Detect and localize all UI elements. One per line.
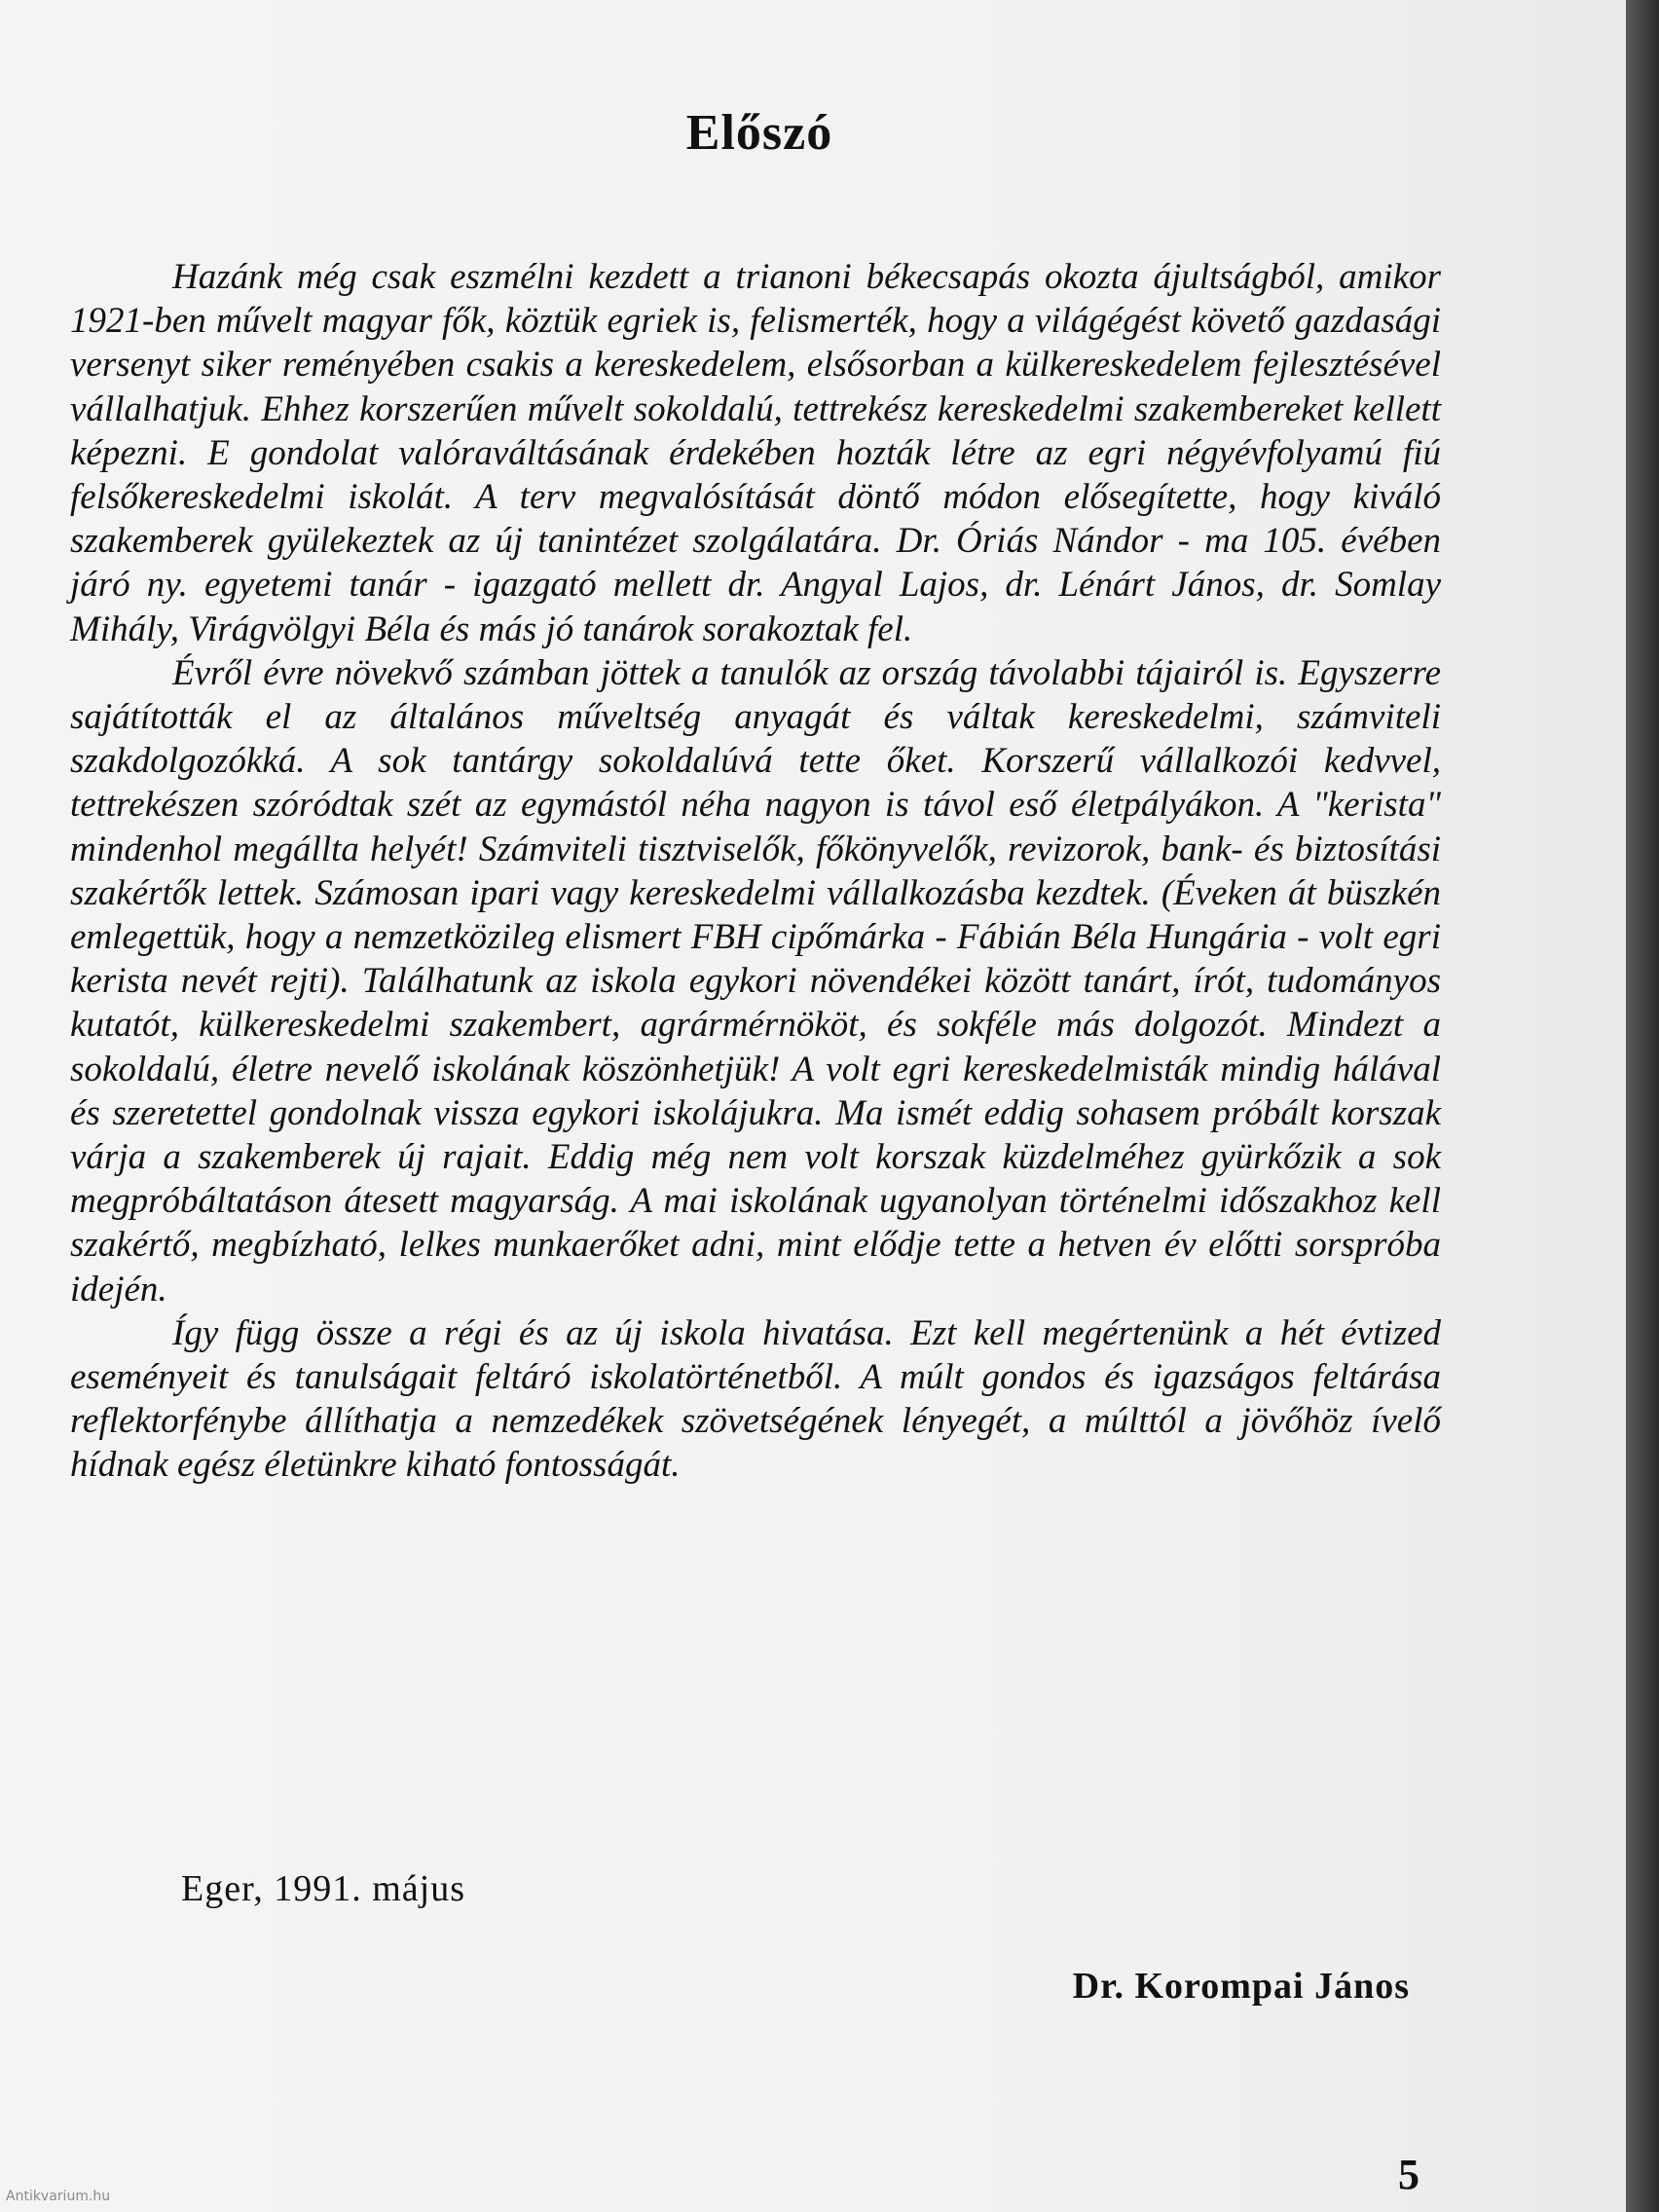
foreword-text [70, 255, 1441, 1488]
paragraph-2: Évről évre növekvő számban jöttek a tanulók az ország távolabbi tájairól is. Egyszerre sajátították el az általános műveltség anyagát és váltak kereskedelmi, számviteli szakdolgozókká. A sok tantárgy sokoldalúvá tette őket. Korszerű vállalkozói kedvvel, tettrekészen szóródtak szét az egymástól néha nagyon is távol eső életpályákon. A "kerista" mindenhol megállta helyét! Számviteli tisztviselők, főkönyvelők, revizorok, bank- és biztosítási szakértők lettek. Számosan ipari vagy kereskedelmi vállalkozásba kezdtek. (Éveken át büszkén emlegettük, hogy a nemzetközileg elismert FBH cipőmárka - Fábián Béla Hungária - volt egri kerista nevét rejti). Találhatunk az iskola egykori növendékei között tanárt, írót, tudományos kutatót, külkereskedelmi szakembert, agrármérnököt, és sokféle más dolgozót. Mindezt a sokoldalú, életre nevelő iskolának köszönhetjük! A volt egri kereskedelmisták mindig hálával és szeretettel gondolnak vissza egykori iskolájukra. Ma ismét eddig sohasem próbált korszak várja a szakemberek új rajait. Eddig még nem volt korszak küzdelméhez gyürkőzik a sok megpróbáltatáson átesett magyarság. A mai iskolának ugyanolyan történelmi időszakhoz kell szakértő, megbízható, lelkes munkaerőket adni, mint elődje tette a hetven év előtti sorspróba idején. [70, 652, 1441, 1309]
page-number: 5 [1398, 2151, 1419, 2198]
page-title: Előszó [685, 104, 833, 161]
place-date: Eger, 1991. május [181, 1868, 465, 1909]
author-signature: Dr. Korompai János [1072, 1966, 1410, 2007]
paragraph-1: Hazánk még csak eszmélni kezdett a trianoni békecsapás okozta ájultságból, amikor 1921-ben művelt magyar fők, köztük egriek is, felismerték, hogy a világégést követő gazdasági versenyt siker reményében csakis a kereskedelem, elsősorban a külkereskedelem fejlesztésével vállalhatjuk. Ehhez korszerűen művelt sokoldalú, tettrekész kereskedelmi szakembereket kellett képezni. E gondolat valóraváltásának érdekében hozták létre az egri négyévfolyamú fiú felsőkereskedelmi iskolát. A terv megvalósítását döntő módon elősegítette, hogy kiváló szakemberek gyülekeztek az új tanintézet szolgálatára. Dr. Óriás Nándor - ma 105. évében járó ny. egyetemi tanár - igazgató mellett dr. Angyal Lajos, dr. Lénárt János, dr. Somlay Mihály, Virágvölgyi Béla és más jó tanárok sorakoztak fel. [70, 257, 1441, 649]
page-edge-shadow [1626, 0, 1659, 2212]
watermark: Antikvarium.hu [6, 2189, 111, 2204]
paragraph-3: Így függ össze a régi és az új iskola hivatása. Ezt kell megértenünk a hét évtized eseményeit és tanulságait feltáró iskolatörténetből. A múlt gondos és igazságos feltárása reflektorfénybe állíthatja a nemzedékek szövetségének lényegét, a múlttól a jövőhöz ívelő hídnak egész életünkre kiható fontosságát. [70, 1312, 1441, 1486]
